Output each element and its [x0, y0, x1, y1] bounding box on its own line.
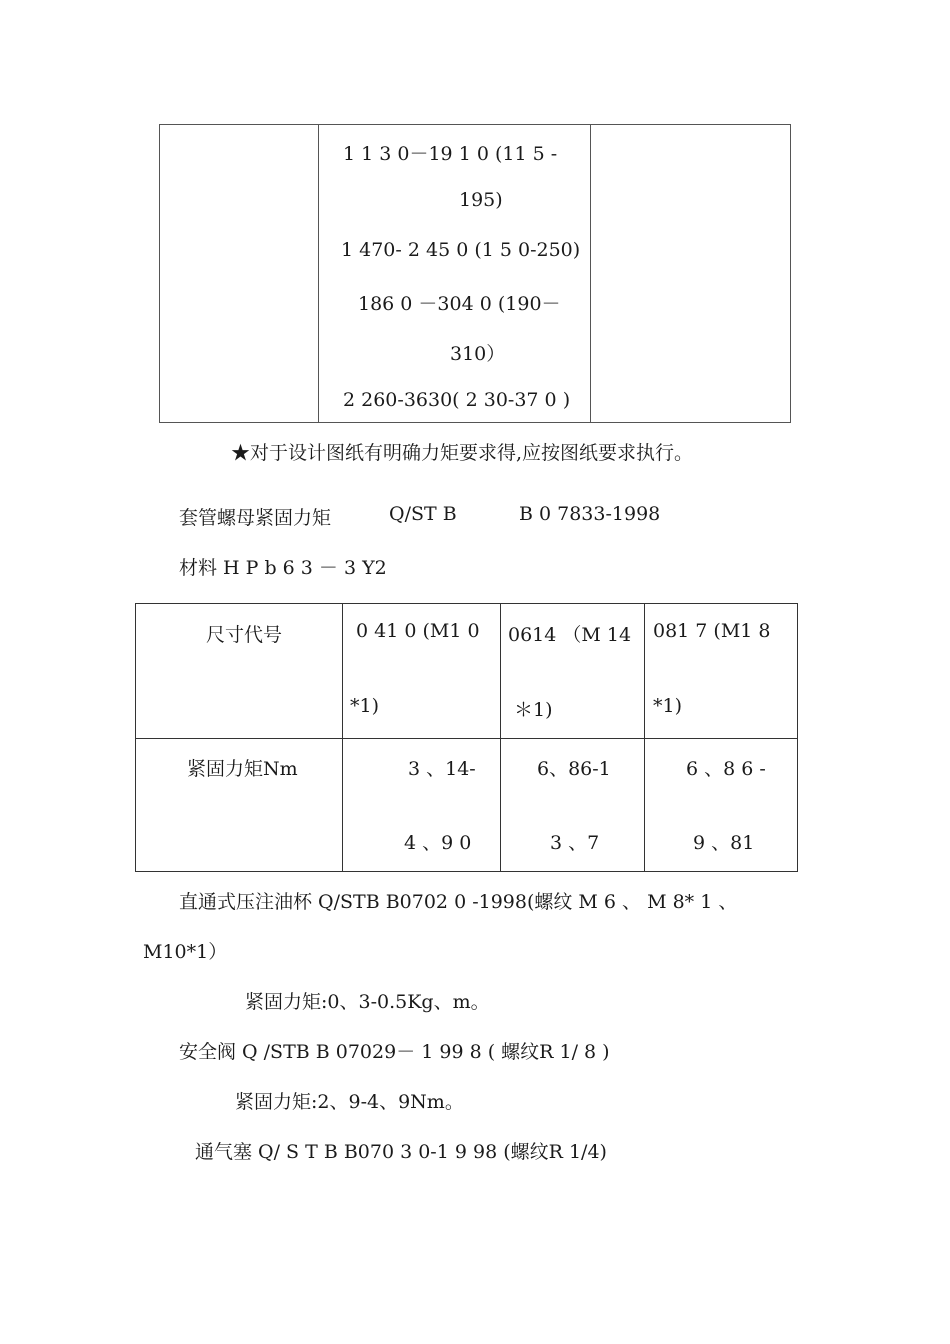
top-table-divider-1 [318, 125, 319, 422]
torque-row-label: 紧固力矩Nm [187, 758, 298, 780]
oil-cup-line-continued: M10*1） [143, 941, 228, 963]
oil-cup-torque: 紧固力矩:0、3-0.5Kg、m。 [245, 991, 490, 1013]
top-table-line: 2 260-3630( 2 30-37 0 ) [343, 389, 571, 411]
safety-valve-torque: 紧固力矩:2、9-4、9Nm。 [235, 1091, 464, 1113]
oil-cup-line: 直通式压注油杯 Q/STB B0702 0 -1998(螺纹 M 6 、 M 8* 1 、 [179, 891, 738, 913]
sleeve-nut-code: B 0 7833-1998 [519, 503, 661, 525]
size-cell: 0 41 0 (M1 0 [356, 620, 480, 642]
top-table-line: 195) [459, 189, 503, 211]
torque-table [135, 603, 798, 872]
top-table-line: 1 1 3 0－19 1 0 (11 5 - [343, 143, 558, 165]
top-table-line: 310） [450, 343, 506, 365]
sleeve-nut-standard: Q/ST B [389, 503, 457, 525]
safety-valve-line: 安全阀 Q /STB B 07029－ 1 99 8 ( 螺纹R 1/ 8 ) [179, 1041, 610, 1063]
sleeve-nut-title: 套管螺母紧固力矩 [179, 507, 332, 529]
top-table-line: 186 0 －304 0 (190－ [358, 293, 561, 315]
size-cell: 081 7 (M1 8 [653, 620, 771, 642]
torque-cell: 6、86-1 [537, 758, 611, 780]
torque-table-row-divider [136, 738, 797, 739]
vent-plug-line: 通气塞 Q/ S T B B070 3 0-1 9 98 (螺纹R 1/4) [195, 1141, 607, 1163]
torque-cell: 6 、8 6 - [686, 758, 766, 780]
size-cell: *1) [350, 695, 380, 717]
size-cell: 0614 （M 14 [508, 624, 632, 646]
size-cell: *1) [653, 695, 683, 717]
size-code-header: 尺寸代号 [206, 624, 283, 646]
sleeve-nut-material: 材料 H P b 6 3 － 3 Y2 [179, 557, 387, 579]
torque-cell: 9 、81 [693, 832, 755, 854]
drawing-note: ★对于设计图纸有明确力矩要求得,应按图纸要求执行。 [231, 442, 694, 464]
top-table [159, 124, 791, 423]
torque-cell: 3 、7 [550, 832, 600, 854]
torque-cell: 4 、9 0 [404, 832, 472, 854]
top-table-divider-2 [590, 125, 591, 422]
top-table-line: 1 470- 2 45 0 (1 5 0-250) [341, 239, 581, 261]
torque-cell: 3 、14- [408, 758, 476, 780]
size-cell: ＊1) [514, 699, 553, 721]
